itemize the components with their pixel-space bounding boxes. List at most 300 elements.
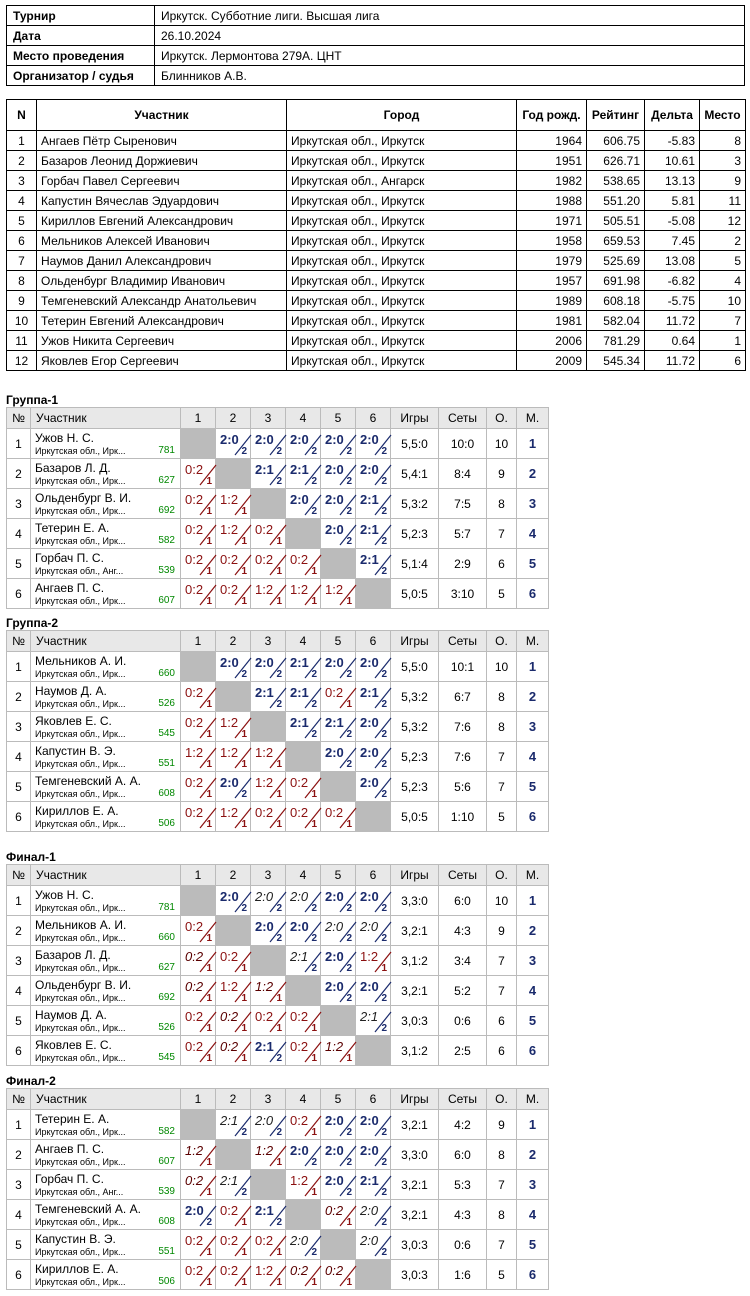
group-header: 4: [286, 408, 321, 429]
player-name: Мельников А. И.: [35, 654, 127, 668]
participant-row: [7, 311, 746, 331]
match-score: 0:2: [220, 1203, 239, 1218]
self-cell: [216, 682, 251, 712]
row-number: 6: [7, 1260, 31, 1290]
match-score: 0:2: [290, 775, 309, 790]
games-value: 3,1:2: [391, 946, 439, 976]
match-cell: [321, 742, 356, 772]
self-cell: [321, 1006, 356, 1036]
participant-cell: Темгеневский Александр Анатольевич: [37, 291, 287, 311]
place-value: 2: [517, 1140, 549, 1170]
group-title: Группа-1: [6, 393, 59, 407]
match-score: 2:1: [290, 655, 309, 670]
match-points: 1: [276, 789, 282, 800]
player-cell: [31, 1170, 181, 1200]
group-header: 5: [321, 408, 356, 429]
match-score: 2:0: [325, 522, 344, 537]
match-score: 0:2: [290, 1009, 309, 1024]
games-value: 3,0:3: [391, 1006, 439, 1036]
match-points: 1: [241, 1277, 247, 1288]
place-value: 2: [517, 459, 549, 489]
match-score: 0:2: [220, 552, 239, 567]
match-points: 1: [206, 963, 212, 974]
group-row: [7, 1200, 549, 1230]
match-points: 1: [241, 1053, 247, 1064]
match-cell: [181, 1006, 216, 1036]
row-number: 4: [7, 976, 31, 1006]
player-cell: [31, 652, 181, 682]
match-score: 2:0: [325, 919, 344, 934]
participant-cell: 11: [700, 191, 746, 211]
participant-cell: 781.29: [587, 331, 645, 351]
match-cell: [356, 429, 391, 459]
points-value: 7: [487, 772, 517, 802]
player-rating: 582: [158, 535, 175, 546]
match-points: 2: [381, 699, 387, 710]
match-score: 2:0: [360, 1143, 379, 1158]
match-points: 2: [311, 506, 317, 517]
match-cell: [216, 1170, 251, 1200]
match-cell: [321, 519, 356, 549]
match-cell: [286, 886, 321, 916]
match-score: 1:2: [360, 949, 379, 964]
player-cell: [31, 1140, 181, 1170]
group-header: Игры: [391, 631, 439, 652]
match-points: 1: [206, 1247, 212, 1258]
participant-cell: 545.34: [587, 351, 645, 371]
match-cell: [216, 1260, 251, 1290]
player-city: Иркутская обл., Ирк...: [35, 1053, 126, 1063]
match-cell: [286, 579, 321, 609]
participant-cell: -5.75: [645, 291, 700, 311]
games-value: 3,1:2: [391, 1036, 439, 1066]
games-value: 5,2:3: [391, 772, 439, 802]
match-score: 1:2: [220, 745, 239, 760]
match-points: 2: [276, 446, 282, 457]
group-header: 2: [216, 631, 251, 652]
match-points: 1: [206, 506, 212, 517]
self-cell: [181, 429, 216, 459]
row-number: 1: [7, 652, 31, 682]
player-name: Капустин В. Э.: [35, 1232, 116, 1246]
row-number: 3: [7, 946, 31, 976]
match-points: 1: [206, 476, 212, 487]
match-score: 1:2: [255, 582, 274, 597]
match-score: 1:2: [290, 582, 309, 597]
games-value: 5,4:1: [391, 459, 439, 489]
row-number: 2: [7, 459, 31, 489]
participant-cell: Иркутская обл., Иркутск: [287, 251, 517, 271]
player-cell: [31, 549, 181, 579]
group-header: 5: [321, 631, 356, 652]
match-points: 2: [346, 1127, 352, 1138]
participant-cell: 1: [7, 131, 37, 151]
match-score: 0:2: [290, 1113, 309, 1128]
match-score: 2:0: [220, 889, 239, 904]
player-rating: 526: [158, 1022, 175, 1033]
place-value: 1: [517, 652, 549, 682]
match-score: 2:0: [255, 432, 274, 447]
participant-cell: 0.64: [645, 331, 700, 351]
player-name: Яковлев Е. С.: [35, 714, 112, 728]
match-score: 0:2: [185, 462, 204, 477]
group-header-row: [7, 865, 549, 886]
games-value: 5,2:3: [391, 742, 439, 772]
match-points: 2: [381, 729, 387, 740]
participant-cell: 7: [7, 251, 37, 271]
match-points: 2: [381, 759, 387, 770]
self-cell: [321, 549, 356, 579]
match-points: 1: [276, 819, 282, 830]
match-cell: [356, 549, 391, 579]
group-header: 2: [216, 408, 251, 429]
match-points: 1: [346, 699, 352, 710]
participant-cell: -6.82: [645, 271, 700, 291]
points-value: 6: [487, 549, 517, 579]
match-cell: [216, 549, 251, 579]
row-number: 6: [7, 802, 31, 832]
match-points: 2: [311, 933, 317, 944]
match-score: 2:0: [185, 1203, 204, 1218]
points-value: 7: [487, 976, 517, 1006]
group-header: 1: [181, 1089, 216, 1110]
match-cell: [251, 682, 286, 712]
match-cell: [251, 1200, 286, 1230]
match-cell: [356, 712, 391, 742]
self-cell: [356, 579, 391, 609]
group-header: О.: [487, 865, 517, 886]
match-points: 1: [346, 1053, 352, 1064]
group-header: 2: [216, 1089, 251, 1110]
games-value: 3,0:3: [391, 1230, 439, 1260]
group-header: Участник: [31, 408, 181, 429]
group-row: [7, 579, 549, 609]
player-rating: 506: [158, 818, 175, 829]
participant-cell: Иркутская обл., Ангарск: [287, 171, 517, 191]
player-rating: 660: [158, 932, 175, 943]
match-points: 2: [381, 1127, 387, 1138]
match-cell: [251, 579, 286, 609]
match-score: 2:0: [360, 919, 379, 934]
match-cell: [321, 1110, 356, 1140]
match-score: 0:2: [185, 1263, 204, 1278]
sets-value: 10:0: [439, 429, 487, 459]
match-points: 1: [206, 1053, 212, 1064]
games-value: 5,0:5: [391, 579, 439, 609]
match-cell: [251, 916, 286, 946]
match-points: 1: [206, 699, 212, 710]
points-value: 7: [487, 742, 517, 772]
sets-value: 5:6: [439, 772, 487, 802]
place-value: 6: [517, 1036, 549, 1066]
match-score: 2:0: [290, 1143, 309, 1158]
match-points: 1: [241, 1023, 247, 1034]
match-score: 2:0: [325, 745, 344, 760]
match-points: 1: [311, 566, 317, 577]
participant-cell: 2: [700, 231, 746, 251]
player-city: Иркутская обл., Ирк...: [35, 903, 126, 913]
match-cell: [356, 459, 391, 489]
points-value: 8: [487, 489, 517, 519]
player-city: Иркутская обл., Ирк...: [35, 1127, 126, 1137]
player-cell: [31, 459, 181, 489]
match-points: 1: [346, 596, 352, 607]
games-value: 3,2:1: [391, 1170, 439, 1200]
match-cell: [251, 549, 286, 579]
group-header: О.: [487, 631, 517, 652]
match-cell: [181, 549, 216, 579]
player-rating: 627: [158, 475, 175, 486]
match-score: 1:2: [255, 1263, 274, 1278]
sets-value: 1:6: [439, 1260, 487, 1290]
games-value: 5,1:4: [391, 549, 439, 579]
player-city: Иркутская обл., Ирк...: [35, 669, 126, 679]
match-points: 2: [311, 903, 317, 914]
place-value: 5: [517, 1230, 549, 1260]
match-score: 0:2: [220, 582, 239, 597]
group-row: [7, 519, 549, 549]
points-value: 8: [487, 1200, 517, 1230]
participant-cell: Ольденбург Владимир Иванович: [37, 271, 287, 291]
participants-header: Место: [700, 100, 746, 131]
match-cell: [251, 1140, 286, 1170]
player-rating: 551: [158, 758, 175, 769]
match-cell: [286, 1110, 321, 1140]
match-points: 1: [241, 759, 247, 770]
match-score: 0:2: [185, 715, 204, 730]
player-city: Иркутская обл., Ирк...: [35, 789, 126, 799]
place-value: 5: [517, 772, 549, 802]
match-cell: [216, 772, 251, 802]
sets-value: 2:9: [439, 549, 487, 579]
match-cell: [356, 682, 391, 712]
group-header: Участник: [31, 631, 181, 652]
self-cell: [286, 1200, 321, 1230]
match-cell: [356, 1170, 391, 1200]
participant-cell: 626.71: [587, 151, 645, 171]
participant-cell: Иркутская обл., Иркутск: [287, 151, 517, 171]
match-cell: [286, 1230, 321, 1260]
player-name: Ольденбург В. И.: [35, 978, 132, 992]
match-score: 2:0: [360, 462, 379, 477]
match-score: 0:2: [185, 919, 204, 934]
match-points: 2: [346, 903, 352, 914]
match-score: 2:0: [255, 655, 274, 670]
match-points: 1: [241, 566, 247, 577]
row-number: 5: [7, 772, 31, 802]
participant-cell: Иркутская обл., Иркутск: [287, 231, 517, 251]
games-value: 5,3:2: [391, 489, 439, 519]
games-value: 5,5:0: [391, 429, 439, 459]
match-points: 2: [346, 1187, 352, 1198]
match-cell: [356, 916, 391, 946]
match-score: 2:0: [325, 949, 344, 964]
participants-header: N: [7, 100, 37, 131]
player-rating: 608: [158, 1216, 175, 1227]
participants-header: Участник: [37, 100, 287, 131]
participant-cell: Иркутская обл., Иркутск: [287, 311, 517, 331]
match-score: 2:0: [360, 715, 379, 730]
games-value: 5,5:0: [391, 652, 439, 682]
match-score: 2:0: [360, 432, 379, 447]
match-score: 2:1: [220, 1173, 239, 1188]
match-cell: [321, 1140, 356, 1170]
sets-value: 7:5: [439, 489, 487, 519]
participants-table: [6, 99, 746, 371]
match-score: 2:0: [325, 1113, 344, 1128]
match-score: 2:0: [325, 462, 344, 477]
games-value: 3,2:1: [391, 1200, 439, 1230]
match-points: 2: [381, 933, 387, 944]
group-header: М.: [517, 865, 549, 886]
match-score: 2:1: [255, 685, 274, 700]
participant-cell: 582.04: [587, 311, 645, 331]
group-row: [7, 742, 549, 772]
sets-value: 0:6: [439, 1006, 487, 1036]
match-score: 1:2: [220, 805, 239, 820]
match-score: 0:2: [185, 522, 204, 537]
sets-value: 10:1: [439, 652, 487, 682]
match-points: 1: [311, 789, 317, 800]
player-rating: 781: [158, 445, 175, 456]
group-header: 3: [251, 865, 286, 886]
match-cell: [321, 976, 356, 1006]
match-cell: [216, 1006, 251, 1036]
sets-value: 2:5: [439, 1036, 487, 1066]
match-score: 0:2: [185, 949, 204, 964]
player-cell: [31, 1260, 181, 1290]
points-value: 8: [487, 682, 517, 712]
row-number: 1: [7, 886, 31, 916]
match-score: 2:0: [290, 1233, 309, 1248]
group-header: 5: [321, 865, 356, 886]
player-name: Наумов Д. А.: [35, 1008, 107, 1022]
match-cell: [286, 1036, 321, 1066]
match-points: 1: [241, 1217, 247, 1228]
points-value: 7: [487, 519, 517, 549]
participant-cell: 6: [700, 351, 746, 371]
row-number: 3: [7, 712, 31, 742]
match-cell: [216, 1110, 251, 1140]
match-points: 2: [381, 536, 387, 547]
match-points: 1: [311, 1277, 317, 1288]
match-score: 2:0: [360, 979, 379, 994]
match-points: 1: [276, 759, 282, 770]
match-cell: [286, 712, 321, 742]
match-points: 1: [206, 729, 212, 740]
match-cell: [286, 459, 321, 489]
player-city: Иркутская обл., Анг...: [35, 566, 124, 576]
match-score: 2:0: [325, 979, 344, 994]
match-points: 1: [206, 819, 212, 830]
participant-cell: 2006: [517, 331, 587, 351]
player-city: Иркутская обл., Ирк...: [35, 1217, 126, 1227]
match-score: 0:2: [255, 1009, 274, 1024]
participant-cell: Капустин Вячеслав Эдуардович: [37, 191, 287, 211]
points-value: 9: [487, 1110, 517, 1140]
player-name: Яковлев Е. С.: [35, 1038, 112, 1052]
place-value: 4: [517, 1200, 549, 1230]
player-name: Базаров Л. Д.: [35, 461, 111, 475]
match-score: 0:2: [185, 1173, 204, 1188]
match-points: 2: [346, 993, 352, 1004]
group-header: Игры: [391, 865, 439, 886]
group-header: 4: [286, 1089, 321, 1110]
self-cell: [356, 802, 391, 832]
group-row: [7, 1036, 549, 1066]
participant-row: [7, 131, 746, 151]
group-row: [7, 1170, 549, 1200]
match-score: 2:0: [360, 1203, 379, 1218]
place-value: 5: [517, 549, 549, 579]
sets-value: 3:4: [439, 946, 487, 976]
match-cell: [251, 429, 286, 459]
sets-value: 0:6: [439, 1230, 487, 1260]
participant-cell: 1979: [517, 251, 587, 271]
participant-cell: 7: [700, 311, 746, 331]
row-number: 3: [7, 1170, 31, 1200]
match-cell: [181, 1200, 216, 1230]
participant-row: [7, 211, 746, 231]
match-points: 2: [276, 699, 282, 710]
sets-value: 5:7: [439, 519, 487, 549]
group-header: Игры: [391, 408, 439, 429]
group-header: №: [7, 631, 31, 652]
match-score: 2:1: [325, 715, 344, 730]
participant-cell: 5: [7, 211, 37, 231]
match-points: 2: [311, 963, 317, 974]
match-cell: [321, 459, 356, 489]
participant-row: [7, 151, 746, 171]
group-header: Игры: [391, 1089, 439, 1110]
player-rating: 660: [158, 668, 175, 679]
match-cell: [216, 1230, 251, 1260]
player-city: Иркутская обл., Ирк...: [35, 1023, 126, 1033]
group-row: [7, 1230, 549, 1260]
match-score: 2:1: [255, 1039, 274, 1054]
match-points: 2: [311, 699, 317, 710]
info-row: [7, 46, 745, 66]
match-cell: [321, 946, 356, 976]
group-row: [7, 916, 549, 946]
participant-cell: 9: [7, 291, 37, 311]
sets-value: 4:3: [439, 916, 487, 946]
match-cell: [216, 1036, 251, 1066]
player-rating: 545: [158, 728, 175, 739]
match-points: 1: [276, 596, 282, 607]
participant-cell: 11: [7, 331, 37, 351]
match-score: 2:1: [255, 1203, 274, 1218]
row-number: 1: [7, 429, 31, 459]
participant-cell: Яковлев Егор Сергеевич: [37, 351, 287, 371]
tournament-info-table: [6, 5, 745, 86]
participant-cell: 4: [7, 191, 37, 211]
row-number: 2: [7, 1140, 31, 1170]
match-points: 2: [276, 1053, 282, 1064]
match-cell: [321, 1170, 356, 1200]
match-cell: [321, 682, 356, 712]
match-score: 2:0: [360, 775, 379, 790]
sets-value: 4:3: [439, 1200, 487, 1230]
games-value: 3,3:0: [391, 1140, 439, 1170]
participant-cell: Иркутская обл., Иркутск: [287, 291, 517, 311]
match-points: 1: [346, 1277, 352, 1288]
match-cell: [216, 976, 251, 1006]
match-cell: [216, 742, 251, 772]
match-points: 2: [381, 789, 387, 800]
match-score: 2:0: [360, 1113, 379, 1128]
match-points: 2: [381, 1217, 387, 1228]
